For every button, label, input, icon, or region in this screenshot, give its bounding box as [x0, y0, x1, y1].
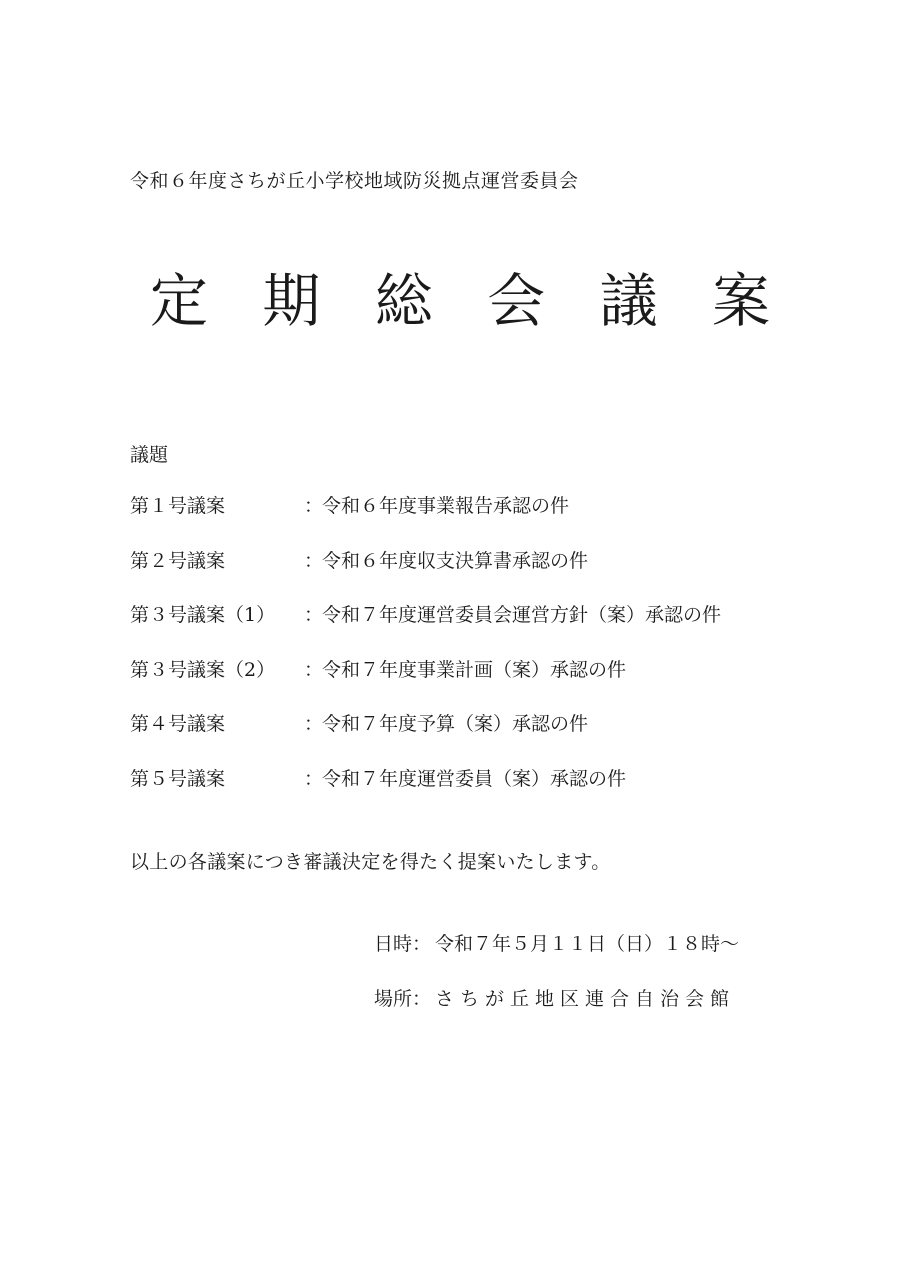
- agenda-item-text: 令和６年度収支決算書承認の件: [322, 549, 589, 572]
- agenda-item-number: 第３号議案（2）: [130, 658, 276, 681]
- title-char: 定: [150, 267, 209, 335]
- agenda-item-number: 第１号議案: [130, 495, 226, 517]
- agenda-heading: 議題: [130, 444, 169, 466]
- agenda-item: [130, 602, 850, 629]
- agenda-item: [130, 711, 850, 738]
- agenda-item-text: 令和７年度運営委員会運営方針（案）承認の件: [322, 604, 722, 627]
- agenda-item-text: 令和７年度事業計画（案）承認の件: [322, 658, 627, 681]
- title-char: 期: [262, 267, 321, 335]
- agenda-item: [130, 766, 850, 793]
- agenda-item-number: 第４号議案: [130, 713, 226, 736]
- datetime-label: 日時：: [374, 933, 432, 955]
- title-char: 案: [711, 267, 770, 335]
- agenda-item-colon: ：: [304, 495, 324, 517]
- agenda-item-colon: ：: [304, 658, 324, 681]
- document-title: [150, 268, 770, 334]
- meeting-venue: [374, 984, 735, 1011]
- organization-name: 令和６年度さちが丘小学校地域防災拠点運営委員会: [130, 170, 579, 192]
- venue-label: 場所：: [374, 988, 432, 1010]
- agenda-item-colon: ：: [304, 549, 324, 572]
- agenda-item-colon: ：: [304, 713, 324, 736]
- agenda-item-colon: ：: [304, 767, 324, 790]
- venue-value: さちが丘地区連合自治会館: [435, 988, 736, 1010]
- agenda-item-text: 令和６年度事業報告承認の件: [322, 495, 570, 517]
- agenda-item-number: 第５号議案: [130, 767, 226, 790]
- closing-statement: 以上の各議案につき審議決定を得たく提案いたします。: [130, 851, 611, 873]
- title-char: 会: [487, 267, 546, 335]
- agenda-item: [130, 657, 850, 684]
- datetime-value: 令和７年５月１１日（日）１８時～: [435, 933, 740, 955]
- agenda-item-text: 令和７年度運営委員（案）承認の件: [322, 767, 627, 790]
- agenda-list: [130, 493, 850, 821]
- agenda-item: [130, 548, 850, 575]
- agenda-item-colon: ：: [304, 604, 324, 627]
- title-char: 総: [374, 267, 433, 335]
- agenda-item: [130, 493, 850, 520]
- agenda-item-text: 令和７年度予算（案）承認の件: [322, 713, 589, 736]
- agenda-item-number: 第３号議案（1）: [130, 604, 276, 627]
- title-char: 議: [599, 267, 658, 335]
- meeting-datetime: [374, 929, 739, 956]
- agenda-item-number: 第２号議案: [130, 549, 226, 572]
